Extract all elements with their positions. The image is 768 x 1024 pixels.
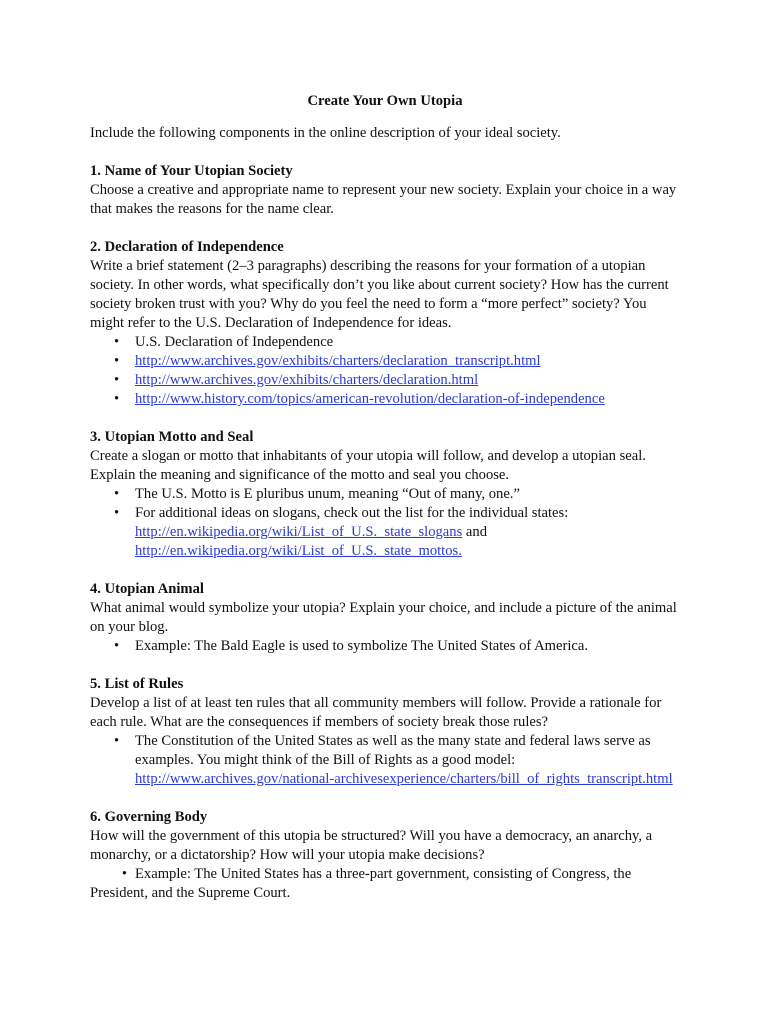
list-item xyxy=(90,352,680,371)
document-page xyxy=(90,92,680,903)
bullet-icon: • xyxy=(114,391,120,407)
document-intro: Include the following components in the online description of your ideal society. xyxy=(90,125,561,141)
section-body: Choose a creative and appropriate name to represent your new society. Explain your choice in a way that makes the reasons for the name clear. xyxy=(90,182,677,217)
list-item-text: The Constitution of the United States as well as the many state and federal laws serve as examples. You might think of the Bill of Rights as a good model: xyxy=(135,733,651,768)
section-utopian-animal xyxy=(90,580,680,656)
section-list-of-rules xyxy=(90,675,680,789)
section-heading: 1. Name of Your Utopian Society xyxy=(90,163,293,179)
section-motto-seal xyxy=(90,428,680,561)
link-history-declaration[interactable]: http://www.history.com/topics/american-revolution/declaration-of-independence xyxy=(135,391,605,407)
section-body: Develop a list of at least ten rules that all community members will follow. Provide a rationale for each rule. What are the consequences if members of society break those rules? xyxy=(90,695,662,730)
section-heading: 2. Declaration of Independence xyxy=(90,239,284,255)
section-heading: 3. Utopian Motto and Seal xyxy=(90,429,254,445)
bullet-list xyxy=(90,865,680,903)
bullet-list xyxy=(90,333,680,409)
list-item xyxy=(90,485,680,504)
link-declaration-transcript[interactable]: http://www.archives.gov/exhibits/charters/declaration_transcript.html xyxy=(135,353,541,369)
link-bill-of-rights[interactable]: http://www.archives.gov/national-archivesexperience/charters/bill_of_rights_transcript.html xyxy=(135,771,673,787)
section-body: Write a brief statement (2–3 paragraphs) describing the reasons for your formation of a utopian society. In other words, what specifically don’t you like about current society? How has the current society broken trust with you? Why do you feel the need to form a “more perfect” society? You might refer to the U.S. Declaration of Independence for ideas. xyxy=(90,258,669,331)
list-item xyxy=(90,390,680,409)
section-heading: 6. Governing Body xyxy=(90,809,208,825)
list-item xyxy=(90,371,680,390)
list-item xyxy=(90,637,680,656)
list-item-text: For additional ideas on slogans, check out the list for the individual states: xyxy=(135,505,569,521)
list-item xyxy=(90,732,680,789)
list-item-text: Example: The Bald Eagle is used to symbolize The United States of America. xyxy=(135,638,588,654)
bullet-list xyxy=(90,732,680,789)
section-heading: 4. Utopian Animal xyxy=(90,581,204,597)
list-item-text: The U.S. Motto is E pluribus unum, meaning “Out of many, one.” xyxy=(135,486,520,502)
bullet-icon: • xyxy=(114,372,120,388)
bullet-list xyxy=(90,485,680,561)
bullet-list xyxy=(90,637,680,656)
section-declaration xyxy=(90,238,680,409)
section-body: How will the government of this utopia be structured? Will you have a democracy, an anarchy, a monarchy, or a dictatorship? How will your utopia make decisions? xyxy=(90,828,653,863)
link-declaration[interactable]: http://www.archives.gov/exhibits/charters/declaration.html xyxy=(135,372,479,388)
list-item xyxy=(90,504,680,561)
link-state-mottos[interactable]: http://en.wikipedia.org/wiki/List_of_U.S._state_mottos. xyxy=(135,543,462,559)
list-item xyxy=(90,333,680,352)
bullet-icon: • xyxy=(114,486,120,502)
list-item-text: Example: The United States has a three-part government, consisting of Congress, the President, and the Supreme Court. xyxy=(90,866,632,901)
bullet-icon: • xyxy=(114,505,120,521)
section-governing-body xyxy=(90,808,680,903)
section-body: What animal would symbolize your utopia? Explain your choice, and include a picture of the animal on your blog. xyxy=(90,600,677,635)
bullet-icon: • xyxy=(121,866,127,882)
list-item-joiner: and xyxy=(462,524,487,540)
list-item xyxy=(90,865,680,903)
section-heading: 5. List of Rules xyxy=(90,676,184,692)
bullet-icon: • xyxy=(114,733,120,749)
section-utopian-name xyxy=(90,162,680,219)
section-body: Create a slogan or motto that inhabitants of your utopia will follow, and develop a utopian seal. Explain the meaning and significance of the motto and seal you choose. xyxy=(90,448,646,483)
list-item-text: U.S. Declaration of Independence xyxy=(135,334,334,350)
bullet-icon: • xyxy=(114,353,120,369)
bullet-icon: • xyxy=(114,334,120,350)
bullet-icon: • xyxy=(114,638,120,654)
link-state-slogans[interactable]: http://en.wikipedia.org/wiki/List_of_U.S._state_slogans xyxy=(135,524,463,540)
document-title: Create Your Own Utopia xyxy=(307,93,463,109)
